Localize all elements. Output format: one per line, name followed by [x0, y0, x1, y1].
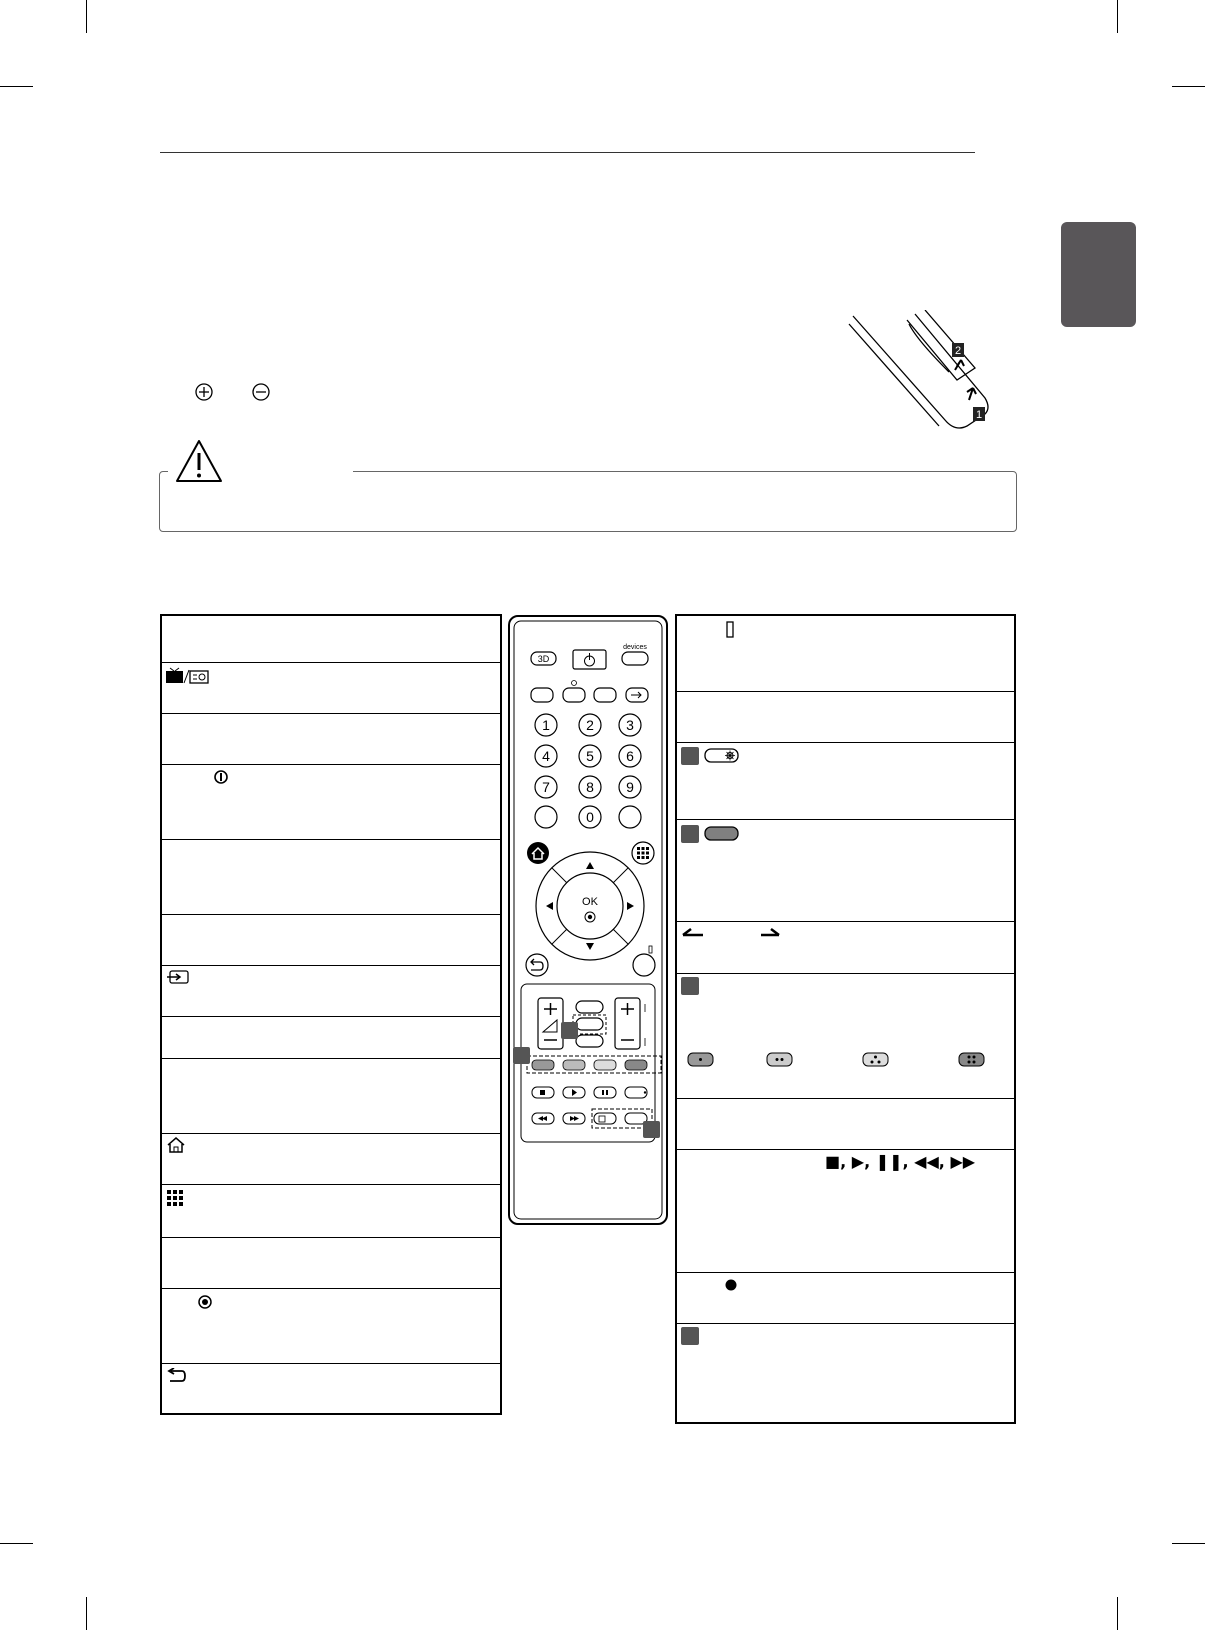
- yellow-button[interactable]: [594, 1060, 616, 1070]
- marker-3: [643, 1121, 660, 1138]
- marker-2: [513, 1047, 530, 1064]
- remote-control: [507, 614, 669, 1226]
- settings-button-icon: [704, 748, 740, 764]
- warning-icon: [174, 438, 224, 484]
- marker-square: [681, 825, 699, 843]
- crop-mark: [86, 1597, 87, 1630]
- media-control-icons: ■, ▶, ❚❚, ◀◀, ▶▶: [825, 1152, 976, 1171]
- crop-mark: [0, 1543, 33, 1544]
- color-button-icons: [687, 1051, 989, 1069]
- red-button[interactable]: [532, 1060, 554, 1070]
- battery-polarity-icons: [190, 380, 275, 404]
- battery-cover-illustration: [845, 310, 995, 435]
- caution-box: [159, 471, 1017, 532]
- crop-mark: [1172, 1543, 1205, 1544]
- green-button[interactable]: [563, 1060, 585, 1070]
- back-icon: [166, 1368, 186, 1384]
- marker-1: [561, 1022, 578, 1039]
- devices-label: devices: [623, 644, 647, 651]
- chapter-tab: [1061, 222, 1136, 327]
- home-button[interactable]: [527, 842, 549, 864]
- apps-grid-icon: [637, 847, 649, 859]
- crop-mark: [1117, 1597, 1118, 1630]
- red-button-icon: [704, 826, 740, 842]
- header-rule: [160, 152, 975, 153]
- blue-button[interactable]: [625, 1060, 647, 1070]
- number-label: 5: [586, 748, 594, 764]
- sleep-icon: [213, 769, 229, 785]
- number-label: 6: [626, 748, 634, 764]
- crop-mark: [1117, 0, 1118, 33]
- marker-square: [681, 1327, 699, 1345]
- number-label: 1: [542, 717, 550, 733]
- number-label: 3: [626, 717, 634, 733]
- right-legend-table: [675, 614, 1016, 1424]
- marker-square: [681, 747, 699, 765]
- user-guide-icon: [725, 621, 735, 639]
- record-dot-icon: [724, 1278, 738, 1292]
- number-label: 4: [542, 748, 550, 764]
- number-label: 7: [542, 779, 550, 795]
- crop-mark: [86, 0, 87, 33]
- marker-square: [681, 977, 699, 995]
- input-icon: [166, 970, 190, 984]
- svg-text:3D: 3D: [537, 654, 550, 664]
- arrow-left-right-icons: [681, 928, 781, 938]
- number-label: 0: [586, 809, 594, 825]
- number-label: 2: [586, 717, 594, 733]
- crop-mark: [0, 86, 33, 87]
- ok-button[interactable]: OK: [582, 896, 598, 908]
- apps-grid-icon: [167, 1190, 184, 1207]
- record-ok-icon: [197, 1294, 213, 1310]
- svg-text:2: 2: [954, 345, 962, 357]
- tv-radio-icon: [165, 667, 210, 685]
- svg-text:1: 1: [975, 409, 983, 421]
- number-label: 9: [626, 779, 634, 795]
- home-icon: [166, 1136, 186, 1154]
- number-label: 8: [586, 779, 594, 795]
- crop-mark: [1172, 86, 1205, 87]
